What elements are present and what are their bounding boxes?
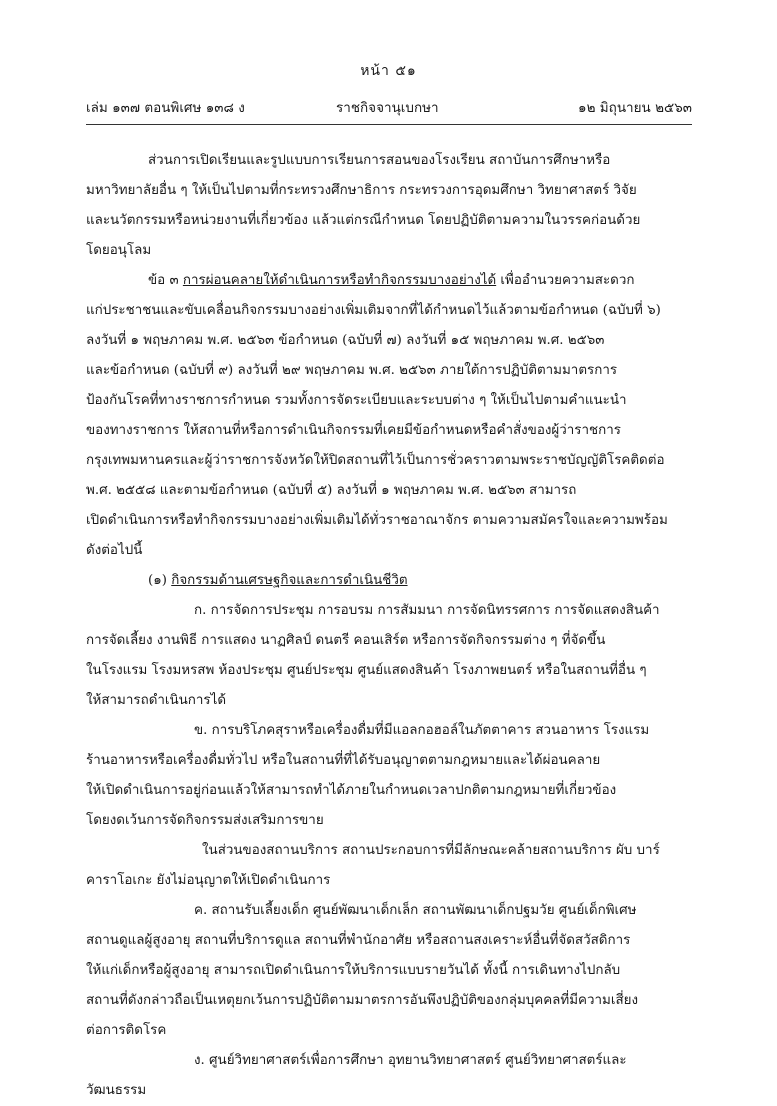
header-divider bbox=[86, 124, 692, 125]
paragraph-line: สถานดูแลผู้สูงอายุ สถานที่บริการดูแล สถานที่พำนักอาศัย หรือสถานสงเคราะห์อื่นที่จัดสวัสดิการ bbox=[86, 933, 631, 948]
paragraph-line: ให้แก่เด็กหรือผู้สูงอายุ สามารถเปิดดำเนินการให้บริการแบบรายวันได้ ทั้งนี้ การเดินทางไปกลับ bbox=[86, 963, 621, 978]
paragraph-line: ป้องกันโรคที่ทางราชการกำหนด รวมทั้งการจัดระเบียบและระบบต่าง ๆ ให้เป็นไปตามคำแนะนำ bbox=[86, 393, 627, 408]
item-kho-b-line: ในส่วนของสถานบริการ สถานประกอบการที่มีลักษณะคล้ายสถานบริการ ผับ บาร์ bbox=[202, 843, 660, 858]
page-number: หน้า ๕๑ bbox=[360, 63, 417, 79]
paragraph-line: สถานที่ดังกล่าวถือเป็นเหตุยกเว้นการปฏิบัติตามมาตรการอันพึงปฏิบัติของกลุ่มบุคคลที่มีความเสี่ยง bbox=[86, 993, 639, 1008]
clause-3-prefix: ข้อ ๓ bbox=[148, 273, 183, 288]
paragraph-line: ร้านอาหารหรือเครื่องดื่มทั่วไป หรือในสถานที่ที่ได้รับอนุญาตตามกฎหมายและได้ผ่อนคลาย bbox=[86, 753, 601, 768]
item-kho3-line: ค. สถานรับเลี้ยงเด็ก ศูนย์พัฒนาเด็กเล็ก สถานพัฒนาเด็กปฐมวัย ศูนย์เด็กพิเศษ bbox=[194, 903, 637, 918]
section-1-heading bbox=[86, 566, 692, 596]
paragraph-line: ลงวันที่ ๑ พฤษภาคม พ.ศ. ๒๕๖๓ ข้อกำหนด (ฉบับที่ ๗) ลงวันที่ ๑๕ พฤษภาคม พ.ศ. ๒๕๖๓ bbox=[86, 333, 605, 348]
paragraph-line: วัฒนธรรม bbox=[86, 1083, 147, 1098]
volume-info: เล่ม ๑๓๗ ตอนพิเศษ ๑๓๘ ง bbox=[86, 100, 245, 116]
publication-date: ๑๒ มิถุนายน ๒๕๖๓ bbox=[578, 100, 692, 116]
paragraph-line: แก่ประชาชนและขับเคลื่อนกิจกรรมบางอย่างเพิ่มเติมจากที่ได้กำหนดไว้แล้วตามข้อกำหนด (ฉบับที่ ๖) bbox=[86, 303, 661, 318]
paragraph-line: โดยอนุโลม bbox=[86, 243, 152, 258]
section-1-title: กิจกรรมด้านเศรษฐกิจและการดำเนินชีวิต bbox=[171, 573, 408, 588]
clause-3-title: การผ่อนคลายให้ดำเนินการหรือทำกิจกรรมบางอย่างได้ bbox=[182, 273, 497, 288]
section-1-number: (๑) bbox=[148, 573, 172, 588]
item-ngo-line: ง. ศูนย์วิทยาศาสตร์เพื่อการศึกษา อุทยานวิทยาศาสตร์ ศูนย์วิทยาศาสตร์และ bbox=[194, 1053, 627, 1068]
gazette-name: ราชกิจจานุเบกษา bbox=[336, 100, 439, 116]
item-ko-line: ก. การจัดการประชุม การอบรม การสัมมนา การจัดนิทรรศการ การจัดแสดงสินค้า bbox=[194, 603, 660, 618]
item-kho-line: ข. การบริโภคสุราหรือเครื่องดื่มที่มีแอลกอฮอล์ในภัตตาคาร สวนอาหาร โรงแรม bbox=[194, 723, 650, 738]
paragraph-line: ต่อการติดโรค bbox=[86, 1023, 167, 1038]
paragraph-line: ให้เปิดดำเนินการอยู่ก่อนแล้วให้สามารถทำได้ภายในกำหนดเวลาปกติตามกฎหมายที่เกี่ยวข้อง bbox=[86, 783, 617, 798]
paragraph-line: ของทางราชการ ให้สถานที่หรือการดำเนินกิจกรรมที่เคยมีข้อกำหนดหรือคำสั่งของผู้ว่าราชการ bbox=[86, 423, 621, 438]
clause-3-heading bbox=[86, 266, 692, 296]
paragraph-line: และข้อกำหนด (ฉบับที่ ๙) ลงวันที่ ๒๙ พฤษภาคม พ.ศ. ๒๕๖๓ ภายใต้การปฏิบัติตามมาตรการ bbox=[86, 363, 618, 378]
paragraph-line: พ.ศ. ๒๕๕๘ และตามข้อกำหนด (ฉบับที่ ๕) ลงวันที่ ๑ พฤษภาคม พ.ศ. ๒๕๖๓ สามารถ bbox=[86, 483, 577, 498]
paragraph-line: คาราโอเกะ ยังไม่อนุญาตให้เปิดดำเนินการ bbox=[86, 873, 331, 888]
paragraph-line: เปิดดำเนินการหรือทำกิจกรรมบางอย่างเพิ่มเติมได้ทั่วราชอาณาจักร ตามความสมัครใจและความพร้อม bbox=[86, 513, 668, 528]
paragraph-line: ให้สามารถดำเนินการได้ bbox=[86, 693, 227, 708]
paragraph-line: มหาวิทยาลัยอื่น ๆ ให้เป็นไปตามที่กระทรวงศึกษาธิการ กระทรวงการอุดมศึกษา วิทยาศาสตร์ วิจัย bbox=[86, 183, 637, 198]
paragraph-line: กรุงเทพมหานครและผู้ว่าราชการจังหวัดให้ปิดสถานที่ไว้เป็นการชั่วคราวตามพระราชบัญญัติโรคติดต่อ bbox=[86, 453, 665, 468]
paragraph-line: ในโรงแรม โรงมหรสพ ห้องประชุม ศูนย์ประชุม ศูนย์แสดงสินค้า โรงภาพยนตร์ หรือในสถานที่อื่น ๆ bbox=[86, 663, 647, 678]
document-body bbox=[86, 146, 692, 1106]
paragraph-line: ส่วนการเปิดเรียนและรูปแบบการเรียนการสอนของโรงเรียน สถาบันการศึกษาหรือ bbox=[148, 153, 611, 168]
paragraph-line: โดยงดเว้นการจัดกิจกรรมส่งเสริมการขาย bbox=[86, 813, 324, 828]
page-header bbox=[86, 96, 692, 118]
paragraph-line: ดังต่อไปนี้ bbox=[86, 543, 143, 558]
paragraph-line: การจัดเลี้ยง งานพิธี การแสดง นาฏศิลป์ ดนตรี คอนเสิร์ต หรือการจัดกิจกรรมต่าง ๆ ที่จัดขึ้น bbox=[86, 633, 606, 648]
clause-3-rest: เพื่ออำนวยความสะดวก bbox=[496, 273, 635, 288]
paragraph-line: และนวัตกรรมหรือหน่วยงานที่เกี่ยวข้อง แล้วแต่กรณีกำหนด โดยปฏิบัติตามความในวรรคก่อนด้วย bbox=[86, 213, 641, 228]
